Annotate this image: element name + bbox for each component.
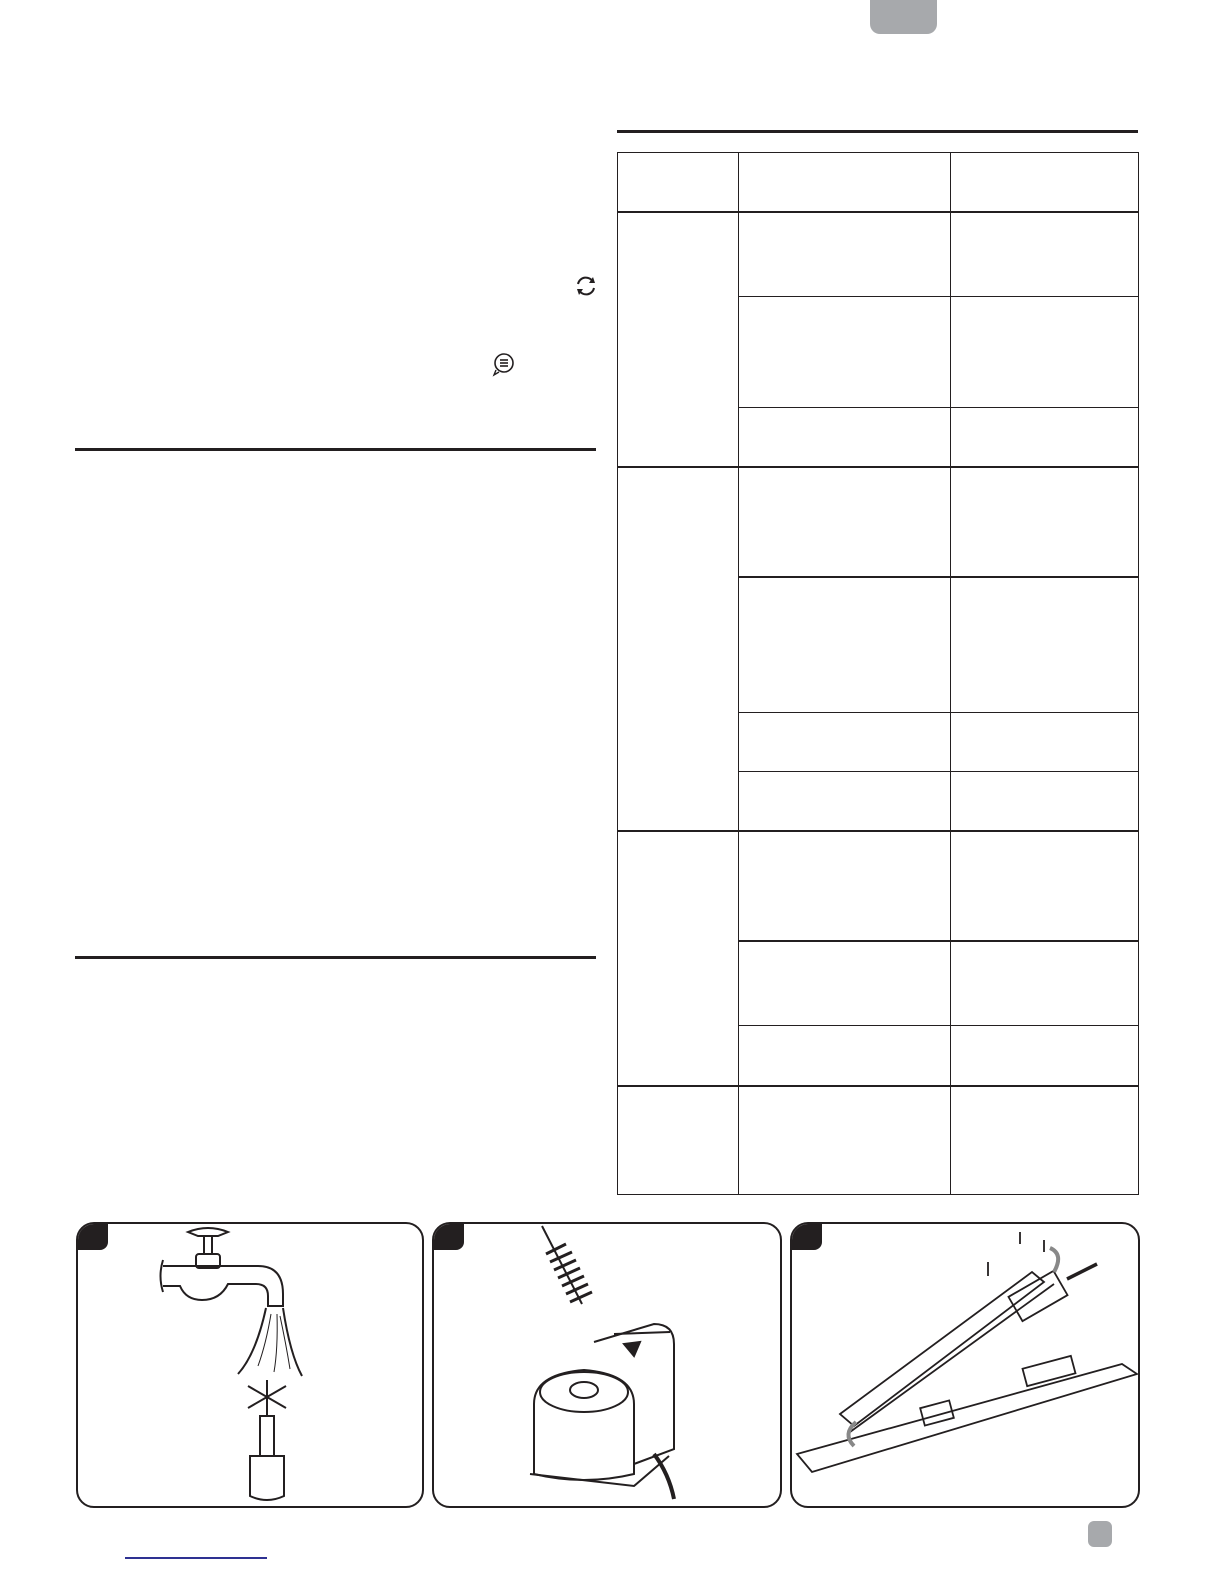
refresh-cycle-icon [574, 274, 598, 298]
table-row [618, 1086, 1139, 1195]
problem-cell [618, 212, 739, 467]
page-number-badge [1088, 1521, 1112, 1547]
solution-cell [951, 212, 1139, 297]
menu-list-icon [490, 351, 516, 377]
figure-panel-3 [790, 1222, 1140, 1508]
figure-panel-2 [432, 1222, 782, 1508]
table-header-row [618, 153, 1139, 212]
cause-cell [739, 713, 951, 772]
table-row [618, 467, 1139, 577]
section-divider [75, 956, 596, 959]
problem-cell [618, 1086, 739, 1195]
cause-cell [739, 467, 951, 577]
solution-cell [951, 577, 1139, 713]
table-title-rule [617, 130, 1138, 133]
cause-cell [739, 297, 951, 408]
cause-cell [739, 577, 951, 713]
table-row [618, 212, 1139, 297]
solution-cell [951, 941, 1139, 1026]
problem-cell [618, 831, 739, 1086]
solution-cell [951, 772, 1139, 831]
cause-cell [739, 941, 951, 1026]
cause-cell [739, 831, 951, 941]
cause-cell [739, 772, 951, 831]
figure-panel-1 [76, 1222, 424, 1508]
header-problem [618, 153, 739, 212]
cause-cell [739, 212, 951, 297]
cause-cell [739, 408, 951, 467]
brush-container-illustration [434, 1224, 780, 1506]
cause-cell [739, 1026, 951, 1086]
chapter-tab [870, 0, 937, 34]
troubleshooting-table [617, 152, 1139, 1195]
solution-cell [951, 1026, 1139, 1086]
cause-cell [739, 1086, 951, 1195]
solution-cell [951, 297, 1139, 408]
solution-cell [951, 408, 1139, 467]
solution-cell [951, 1086, 1139, 1195]
header-cause [739, 153, 951, 212]
tap-illustration [78, 1224, 422, 1506]
solution-cell [951, 831, 1139, 941]
footer-link[interactable] [125, 1557, 267, 1559]
section-divider [75, 448, 596, 451]
solution-cell [951, 467, 1139, 577]
lamp-removal-illustration [792, 1224, 1138, 1506]
header-solution [951, 153, 1139, 212]
problem-cell [618, 467, 739, 831]
solution-cell [951, 713, 1139, 772]
table-row [618, 831, 1139, 941]
